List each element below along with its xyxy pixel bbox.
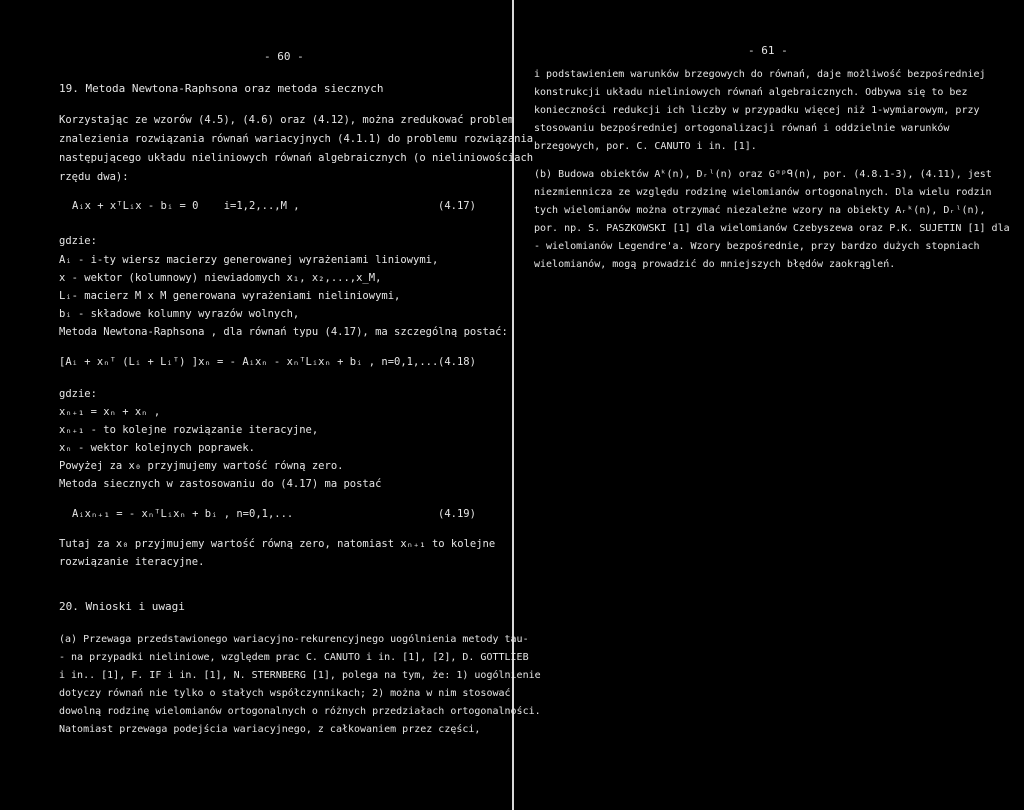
body-line: konieczności redukcji ich liczby w przypadku więcej niż 1-wymiarowym, przy xyxy=(534,105,980,116)
definition-line: Metoda siecznych w zastosowaniu do (4.17) ma postać xyxy=(59,478,382,490)
body-line: tych wielomianów można otrzymać niezależne wzory na obiekty Aᵣᵏ(n), Dᵣˡ(n), xyxy=(534,205,986,216)
section-heading: 20. Wnioski i uwagi xyxy=(59,600,185,613)
body-line: (b) Budowa obiektów Aᵏ(n), Dᵣˡ(n) oraz Gᵅᵖᑫ(n), por. (4.8.1-3), (4.11), jest xyxy=(534,169,992,180)
body-line: Natomiast przewaga podejścia wariacyjnego, z całkowaniem przez części, xyxy=(59,724,481,735)
intro-line: Korzystając ze wzorów (4.5), (4.6) oraz (4.12), można zredukować problem xyxy=(59,114,515,126)
page-number: - 60 - xyxy=(264,50,304,63)
body-line: (a) Przewaga przedstawionego wariacyjno-rekurencyjnego uogólnienia metody tau- xyxy=(59,634,529,645)
equation-4-17: Aᵢx + xᵀLᵢx - bᵢ = 0 i=1,2,..,M , xyxy=(72,200,300,212)
intro-line: znalezienia rozwiązania równań wariacyjnych (4.1.1) do problemu rozwiązania xyxy=(59,133,534,145)
body-line: i podstawieniem warunków brzegowych do równań, daje możliwość bezpośredniej xyxy=(534,69,986,80)
body-line: rozwiązanie iteracyjne. xyxy=(59,556,205,568)
equation-4-19: Aᵢxₙ₊₁ = - xₙᵀLᵢxₙ + bᵢ , n=0,1,... xyxy=(72,508,294,520)
body-line: dotyczy równań nie tylko o stałych współczynnikach; 2) można w nim stosować xyxy=(59,688,511,699)
intro-line: rzędu dwa): xyxy=(59,171,129,183)
body-line: brzegowych, por. C. CANUTO i in. [1]. xyxy=(534,141,757,152)
body-line: - wielomianów Legendre'a. Wzory bezpośrednie, przy bardzo dużych stopniach xyxy=(534,241,980,252)
body-line: - na przypadki nieliniowe, względem prac C. CANUTO i in. [1], [2], D. GOTTLIEB xyxy=(59,652,529,663)
equation-number: (4.18) xyxy=(438,356,476,368)
definition-line: Metoda Newtona-Raphsona , dla równań typu (4.17), ma szczególną postać: xyxy=(59,326,508,338)
gdzie-label: gdzie: xyxy=(59,388,97,400)
equation-number: (4.19) xyxy=(438,508,476,520)
definition-line: xₙ₊₁ = xₙ + xₙ , xyxy=(59,406,161,418)
intro-line: następującego układu nieliniowych równań algebraicznych (o nieliniowościach xyxy=(59,152,534,164)
body-line: Tutaj za x₀ przyjmujemy wartość równą zero, natomiast xₙ₊₁ to kolejne xyxy=(59,538,496,550)
body-line: konstrukcji układu nieliniowych równań algebraicznych. Odbywa się to bez xyxy=(534,87,968,98)
definition-line: Aᵢ - i-ty wiersz macierzy generowanej wyrażeniami liniowymi, xyxy=(59,254,439,266)
page-number: - 61 - xyxy=(748,44,788,57)
gdzie-label: gdzie: xyxy=(59,235,97,247)
definition-line: xₙ₊₁ - to kolejne rozwiązanie iteracyjne, xyxy=(59,424,319,436)
body-line: stosowaniu bezpośredniej ortogonalizacji równań i oddzielnie warunków xyxy=(534,123,950,134)
section-heading: 19. Metoda Newtona-Raphsona oraz metoda siecznych xyxy=(59,82,384,95)
definition-line: xₙ - wektor kolejnych poprawek. xyxy=(59,442,255,454)
definition-line: x - wektor (kolumnowy) niewiadomych x₁, x₂,...,x_M, xyxy=(59,272,382,284)
definition-line: Lᵢ- macierz M x M generowana wyrażeniami nieliniowymi, xyxy=(59,290,401,302)
definition-line: bᵢ - składowe kolumny wyrazów wolnych, xyxy=(59,308,300,320)
definition-line: Powyżej za x₀ przyjmujemy wartość równą zero. xyxy=(59,460,344,472)
body-line: por. np. S. PASZKOWSKI [1] dla wielomianów Czebyszewa oraz P.K. SUJETIN [1] dla xyxy=(534,223,1010,234)
body-line: wielomianów, mogą prowadzić do mniejszych błędów zaokrągleń. xyxy=(534,259,896,270)
equation-4-18: [Aᵢ + xₙᵀ (Lᵢ + Lᵢᵀ) ]xₙ = - Aᵢxₙ - xₙᵀLᵢxₙ + bᵢ , n=0,1,... xyxy=(59,356,439,368)
equation-number: (4.17) xyxy=(438,200,476,212)
body-line: i in.. [1], F. IF i in. [1], N. STERNBERG [1], polega na tym, że: 1) uogólnienie xyxy=(59,670,541,681)
right-page xyxy=(518,0,1024,810)
body-line: niezmiennicza ze względu rodzinę wielomianów ortogonalnych. Dla wielu rodzin xyxy=(534,187,992,198)
body-line: dowolną rodzinę wielomianów ortogonalnych o różnych przedziałach ortogonalności. xyxy=(59,706,541,717)
